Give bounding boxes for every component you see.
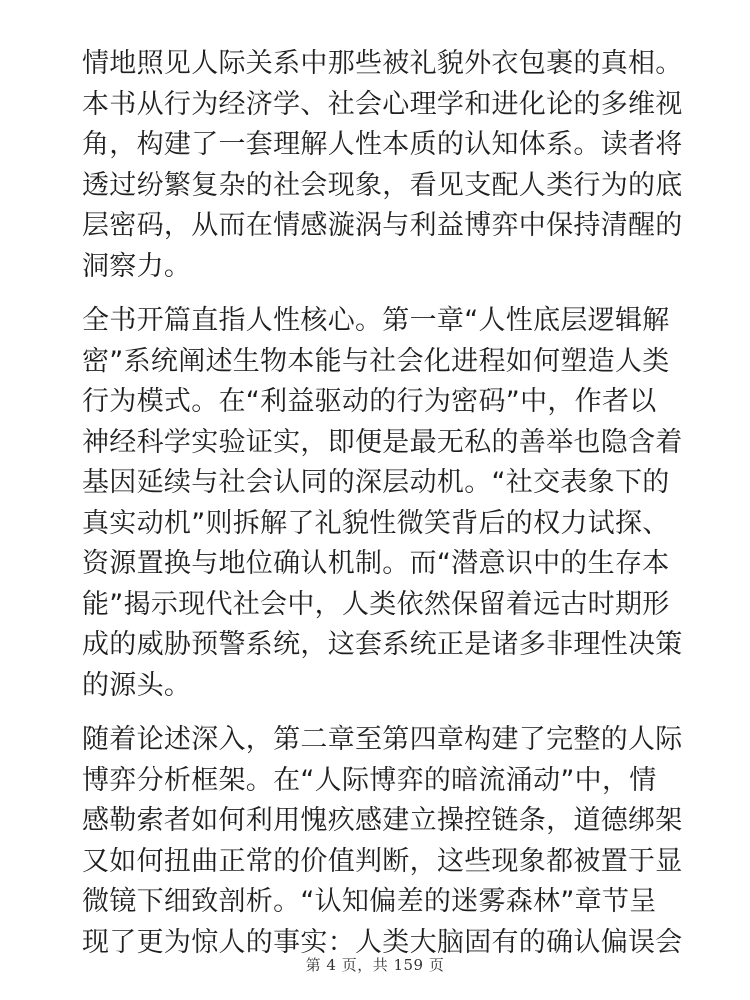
text-line: 现了更为惊人的事实：人类大脑固有的确认偏误会 <box>82 926 683 958</box>
text-line: 行为模式。在“利益驱动的行为密码”中，作者以 <box>82 386 657 417</box>
text-line: 密”系统阐述生物本能与社会化进程如何塑造人类 <box>82 345 670 377</box>
text-line: 资源置换与地位确认机制。而“潜意识中的生存本 <box>82 548 670 579</box>
text-line: 透过纷繁复杂的社会现象，看见支配人类行为的底 <box>82 169 683 201</box>
text-line: 博弈分析框架。在“人际博弈的暗流涌动”中，情 <box>82 764 657 796</box>
text-line: 情地照见人际关系中那些被礼貌外衣包裹的真相。 <box>82 48 683 79</box>
text-line: 全书开篇直指人性核心。第一章“人性底层逻辑解 <box>82 305 670 336</box>
text-line: 又如何扭曲正常的价值判断，这些现象都被置于显 <box>82 845 683 877</box>
text-line: 洞察力。 <box>82 250 192 282</box>
text-line: 本书从行为经济学、社会心理学和进化论的多维视 <box>82 88 683 120</box>
text-line: 层密码，从而在情感漩涡与利益博弈中保持清醒的 <box>82 210 683 241</box>
text-line: 能”揭示现代社会中，人类依然保留着远古时期形 <box>82 588 670 620</box>
paragraph-2 <box>82 301 683 706</box>
text-line: 成的威胁预警系统，这套系统正是诸多非理性决策 <box>82 629 683 660</box>
paragraph-1 <box>82 44 683 287</box>
text-line: 随着论述深入，第二章至第四章构建了完整的人际 <box>82 724 683 755</box>
text-line: 神经科学实验证实，即便是最无私的善举也隐含着 <box>82 426 683 458</box>
text-line: 角，构建了一套理解人性本质的认知体系。读者将 <box>82 129 683 160</box>
text-line: 基因延续与社会认同的深层动机。“社交表象下的 <box>82 467 670 498</box>
paragraph-3 <box>82 720 683 963</box>
text-line: 感勒索者如何利用愧疚感建立操控链条，道德绑架 <box>82 805 683 836</box>
text-line: 真实动机”则拆解了礼貌性微笑背后的权力试探、 <box>82 507 670 539</box>
text-line: 的源头。 <box>82 669 192 701</box>
page-number-footer: 第 4 页，共 159 页 <box>305 956 445 974</box>
body-text <box>82 44 683 977</box>
text-line: 微镜下细致剖析。“认知偏差的迷雾森林”章节呈 <box>82 886 657 917</box>
